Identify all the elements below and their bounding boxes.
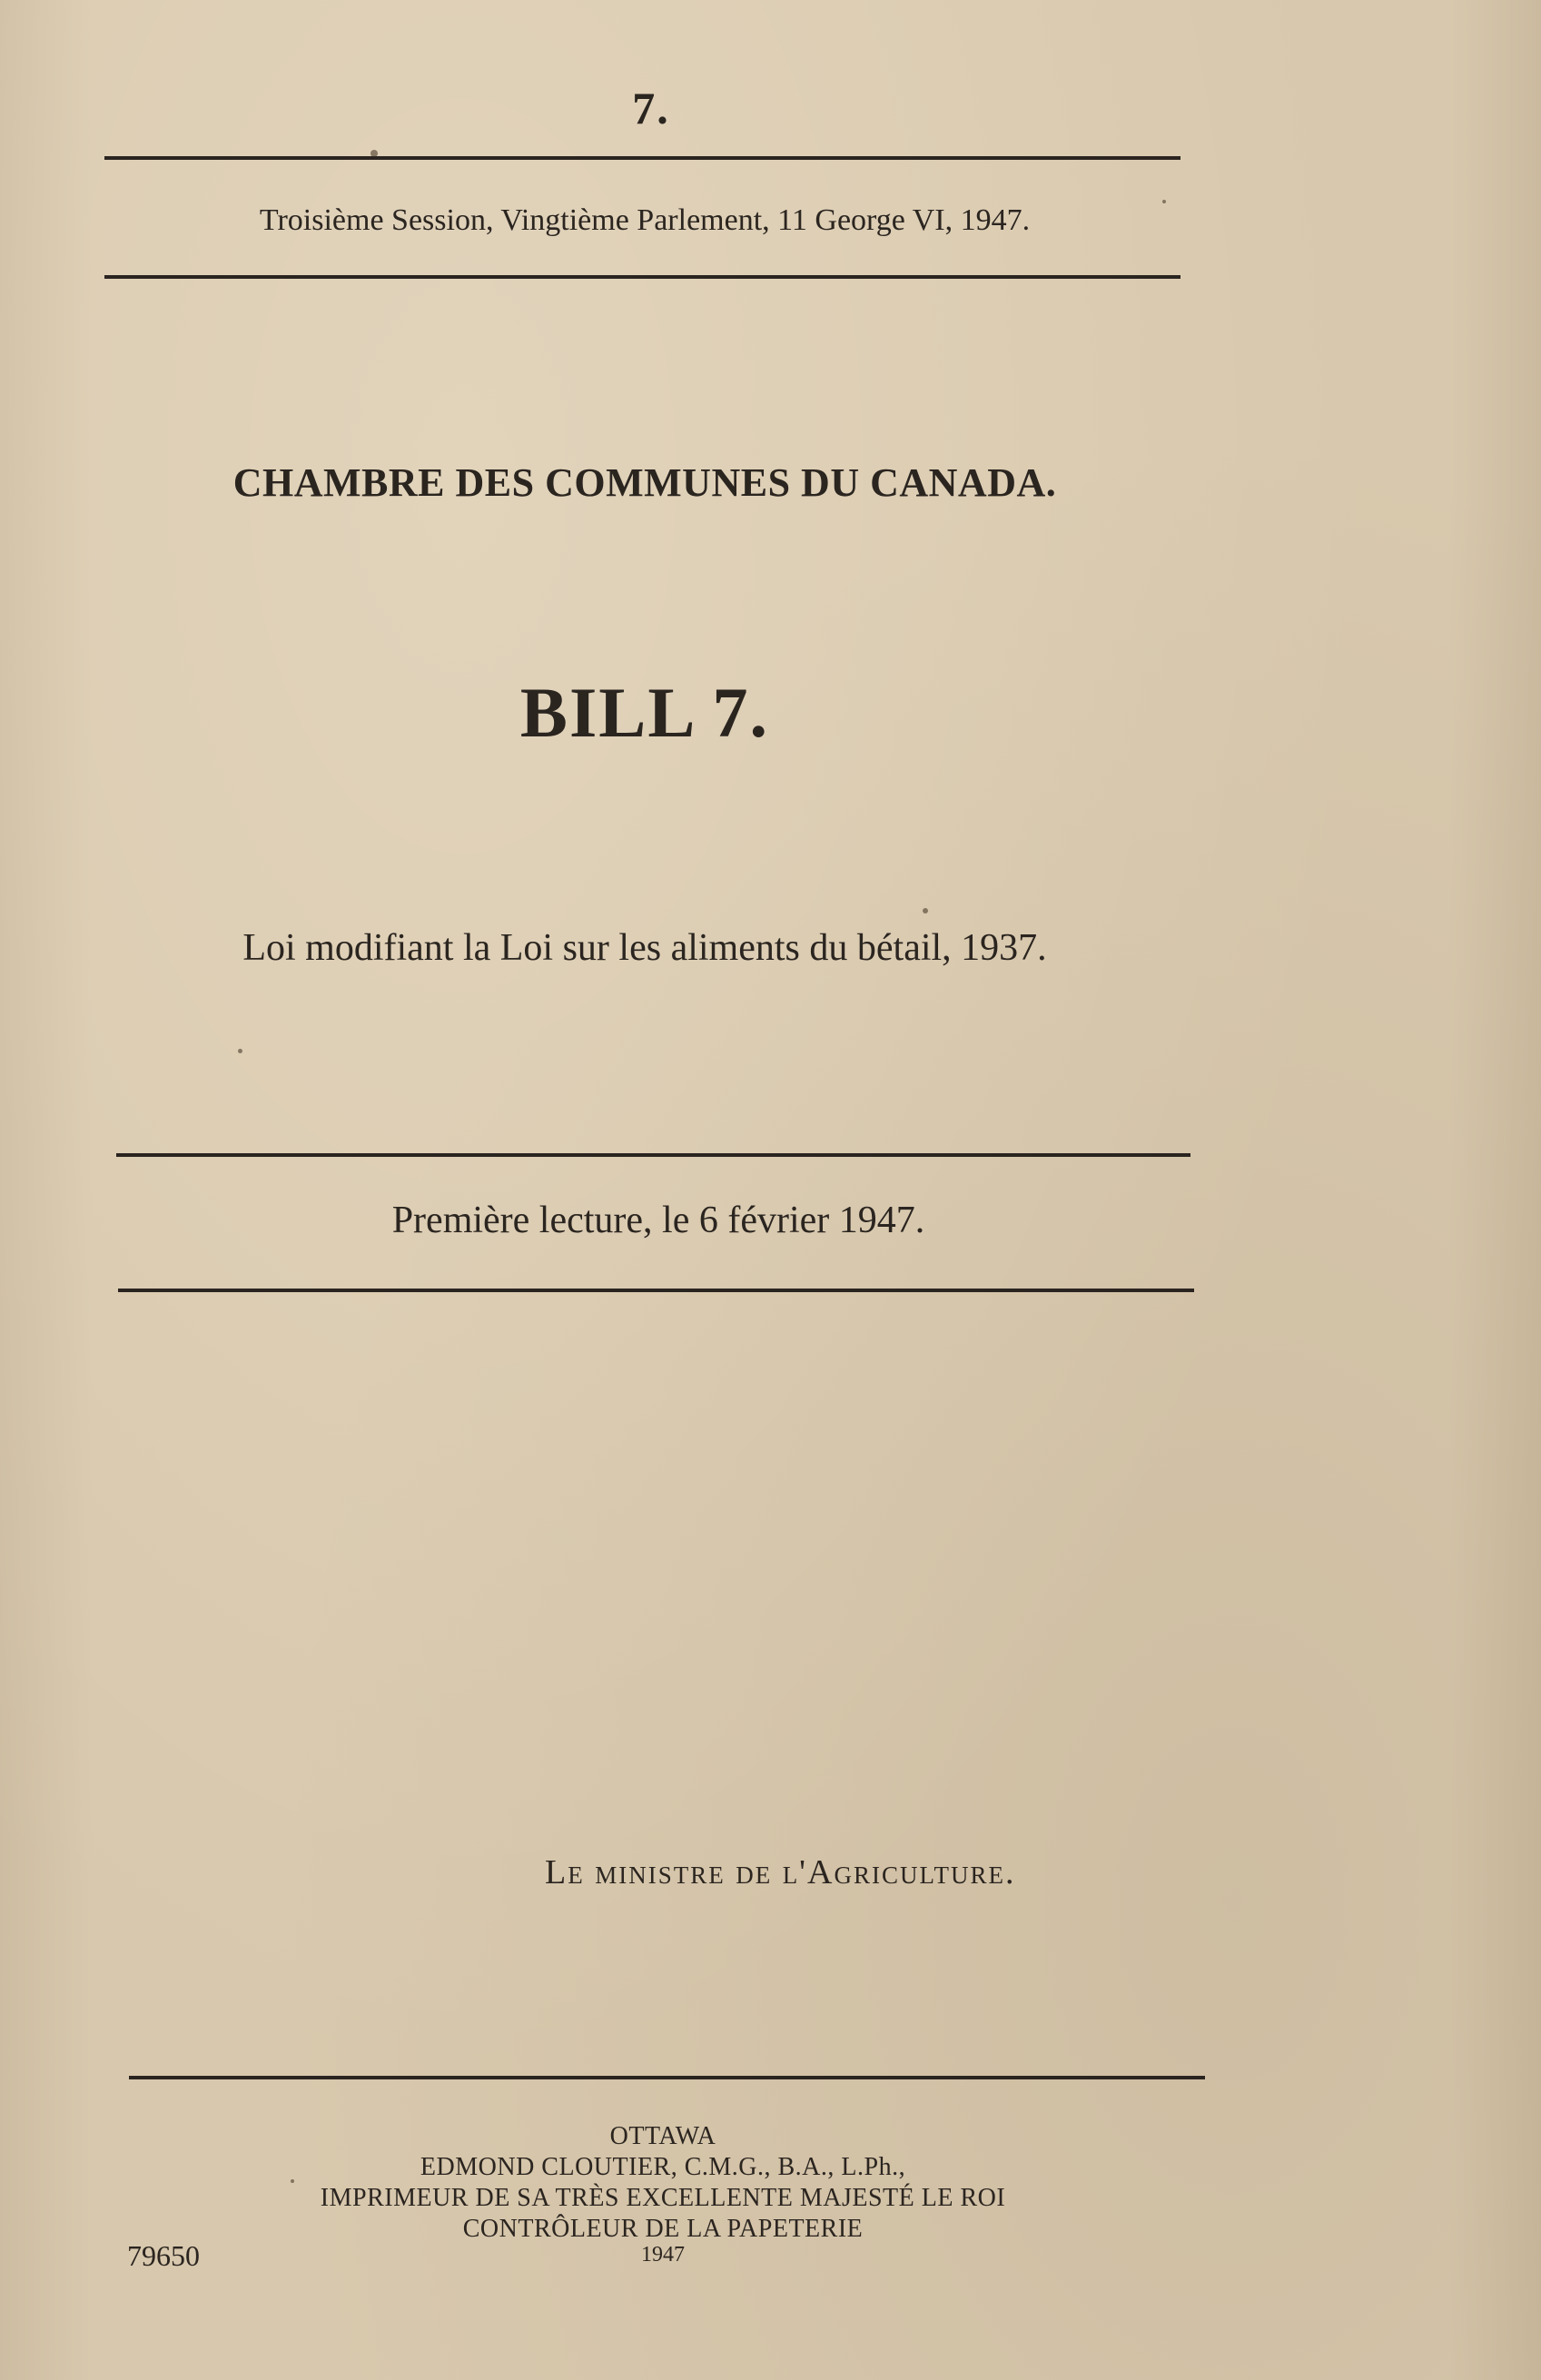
paper-speck <box>238 1049 242 1053</box>
imprint-year: 1947 <box>641 2243 685 2266</box>
paper-speck <box>923 908 928 913</box>
imprint-printer: EDMOND CLOUTIER, C.M.G., B.A., L.Ph., <box>420 2153 906 2181</box>
top-rule-1 <box>104 156 1180 160</box>
paper-speck <box>291 2179 294 2183</box>
catalog-number: 79650 <box>127 2239 200 2272</box>
middle-rule-2 <box>118 1289 1194 1292</box>
middle-rule-1 <box>116 1153 1190 1157</box>
imprint-city: OTTAWA <box>609 2122 716 2150</box>
bill-number: BILL 7. <box>519 673 770 752</box>
first-reading-line: Première lecture, le 6 février 1947. <box>391 1200 925 1241</box>
imprint-role: IMPRIMEUR DE SA TRÈS EXCELLENTE MAJESTÉ LE ROI <box>320 2184 1006 2212</box>
imprint-office: CONTRÔLEUR DE LA PAPETERIE <box>462 2215 864 2243</box>
paper-speck <box>370 150 378 157</box>
minister-signature: Le ministre de l'Agriculture. <box>545 1853 1016 1891</box>
session-line: Troisième Session, Vingtième Parlement, 11 George VI, 1947. <box>259 203 1031 237</box>
chamber-heading: CHAMBRE DES COMMUNES DU CANADA. <box>232 460 1057 505</box>
page-number: 7. <box>632 83 670 133</box>
top-rule-2 <box>104 275 1180 279</box>
bill-title: Loi modifiant la Loi sur les aliments du bétail, 1937. <box>242 927 1047 969</box>
bottom-rule <box>129 2076 1205 2079</box>
paper-speck <box>1162 200 1166 203</box>
